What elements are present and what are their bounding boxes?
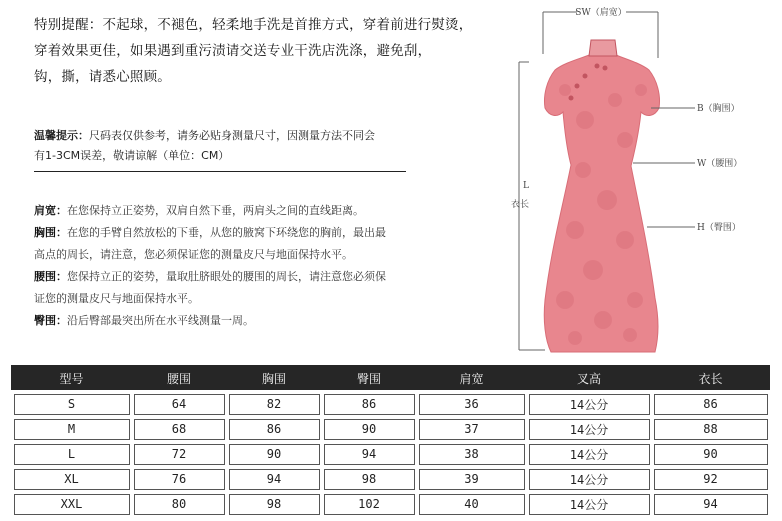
slit-height-cell: 14公分 xyxy=(527,467,652,492)
length-letter: L xyxy=(523,181,529,191)
definition-shoulder xyxy=(34,200,414,222)
size-tip-text: 尺码表仅供参考，请务必贴身测量尺寸，因测量方法不同会 xyxy=(89,129,375,142)
table-row xyxy=(12,492,770,517)
length-label: 衣长 xyxy=(511,200,530,210)
definition-text: 高点的周长，请注意，您必须保证您的测量皮尺与地面保持水平。 xyxy=(34,248,353,261)
length-cell: 88 xyxy=(652,417,770,442)
shoulder-cell: 36 xyxy=(417,392,527,417)
shoulder-cell: 37 xyxy=(417,417,527,442)
bust-cell: 82 xyxy=(227,392,322,417)
definition-text: 您保持立正的姿势，量取肚脐眼处的腰围的周长，请注意您必须保 xyxy=(67,270,386,283)
header-shoulder: 肩宽 xyxy=(417,366,527,392)
hip-label: H（臀围） xyxy=(697,223,741,233)
shoulder-cell: 39 xyxy=(417,467,527,492)
waist-cell: 64 xyxy=(132,392,227,417)
care-notice-line: 特别提醒：不起球，不褪色，轻柔地手洗是首推方式，穿着前进行熨烫， xyxy=(34,17,473,33)
bust-cell: 94 xyxy=(227,467,322,492)
waist-cell: 68 xyxy=(132,417,227,442)
size-cell: M xyxy=(12,417,132,442)
care-notice-line: 钩，撕，请悉心照顾。 xyxy=(34,69,171,85)
slit-height-cell: 14公分 xyxy=(527,392,652,417)
table-row xyxy=(12,442,770,467)
definition-text: 在您保持立正姿势，双肩自然下垂，两肩头之间的直线距离。 xyxy=(67,204,364,217)
shoulder-cell: 38 xyxy=(417,442,527,467)
definition-text: 沿后臀部最突出所在水平线测量一周。 xyxy=(67,314,254,327)
definition-text: 证您的测量皮尺与地面保持水平。 xyxy=(34,292,199,305)
header-slit-height: 叉高 xyxy=(527,366,652,392)
care-notice xyxy=(34,12,504,90)
header-bust: 胸围 xyxy=(227,366,322,392)
header-hip: 臀围 xyxy=(322,366,417,392)
size-cell: XXL xyxy=(12,492,132,517)
definition-waist xyxy=(34,266,414,288)
definition-term: 胸围： xyxy=(34,226,67,239)
size-cell: L xyxy=(12,442,132,467)
definition-bust-cont xyxy=(34,244,414,266)
slit-height-cell: 14公分 xyxy=(527,492,652,517)
shoulder-width-label: SW（肩宽） xyxy=(575,8,627,18)
definition-term: 肩宽： xyxy=(34,204,67,217)
size-tip-line: 有1-3CM误差，敬请谅解（单位：CM） xyxy=(34,149,230,162)
size-tip-lead: 温馨提示： xyxy=(34,129,89,142)
definition-term: 腰围： xyxy=(34,270,67,283)
length-cell: 90 xyxy=(652,442,770,467)
bust-label: B（胸围） xyxy=(697,104,740,114)
size-tip xyxy=(34,126,406,166)
definition-bust xyxy=(34,222,414,244)
definition-hip xyxy=(34,310,414,332)
length-cell: 94 xyxy=(652,492,770,517)
tip-divider xyxy=(34,171,406,172)
header-size: 型号 xyxy=(12,366,132,392)
bust-cell: 98 xyxy=(227,492,322,517)
size-cell: XL xyxy=(12,467,132,492)
table-header-row xyxy=(12,366,770,392)
hip-cell: 98 xyxy=(322,467,417,492)
dress-measurement-diagram xyxy=(505,0,782,362)
size-tip-line xyxy=(34,126,406,146)
table-row xyxy=(12,417,770,442)
shoulder-cell: 40 xyxy=(417,492,527,517)
bust-cell: 90 xyxy=(227,442,322,467)
dress-collar xyxy=(589,40,617,56)
waist-label: W（腰围） xyxy=(697,159,743,169)
waist-cell: 76 xyxy=(132,467,227,492)
header-length: 衣长 xyxy=(652,366,770,392)
measurement-definitions xyxy=(34,200,414,332)
waist-cell: 80 xyxy=(132,492,227,517)
hip-cell: 86 xyxy=(322,392,417,417)
slit-height-cell: 14公分 xyxy=(527,417,652,442)
care-notice-line: 穿着效果更佳，如果遇到重污渍请交送专业干洗店洗涤，避免刮， xyxy=(34,43,432,59)
definition-term: 臀围： xyxy=(34,314,67,327)
size-chart-table xyxy=(10,365,771,518)
hip-cell: 90 xyxy=(322,417,417,442)
table-row xyxy=(12,392,770,417)
definition-waist-cont xyxy=(34,288,414,310)
waist-cell: 72 xyxy=(132,442,227,467)
hip-cell: 102 xyxy=(322,492,417,517)
length-cell: 86 xyxy=(652,392,770,417)
slit-height-cell: 14公分 xyxy=(527,442,652,467)
size-cell: S xyxy=(12,392,132,417)
length-cell: 92 xyxy=(652,467,770,492)
bust-cell: 86 xyxy=(227,417,322,442)
hip-cell: 94 xyxy=(322,442,417,467)
header-waist: 腰围 xyxy=(132,366,227,392)
definition-text: 在您的手臂自然放松的下垂，从您的腋窝下环绕您的胸前，最出最 xyxy=(67,226,386,239)
table-row xyxy=(12,467,770,492)
